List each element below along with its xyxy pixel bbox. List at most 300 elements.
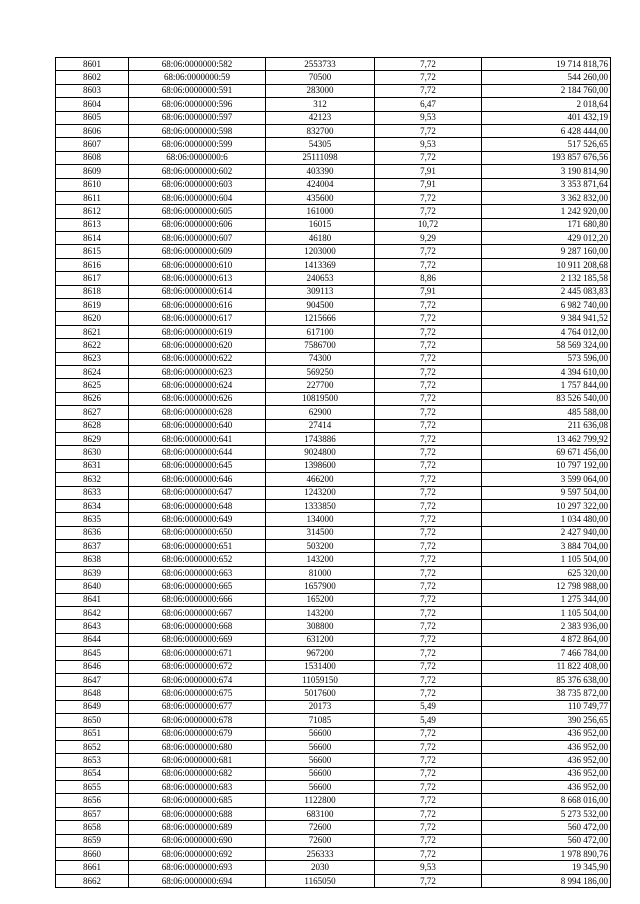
area-cell: 967200: [266, 647, 375, 660]
rate-cell: 7,72: [375, 379, 482, 392]
table-row: [56, 874, 611, 887]
row-number-cell: 8638: [56, 553, 129, 566]
rate-cell: 7,72: [375, 151, 482, 164]
area-cell: 240653: [266, 272, 375, 285]
row-number-cell: 8658: [56, 821, 129, 834]
value-cell: 83 526 540,00: [482, 392, 611, 405]
cadastral-number-cell: 68:06:0000000:640: [129, 419, 266, 432]
area-cell: 81000: [266, 566, 375, 579]
row-number-cell: 8626: [56, 392, 129, 405]
table-row: [56, 392, 611, 405]
cadastral-number-cell: 68:06:0000000:609: [129, 245, 266, 258]
row-number-cell: 8622: [56, 339, 129, 352]
table-row: [56, 807, 611, 820]
row-number-cell: 8645: [56, 647, 129, 660]
cadastral-number-cell: 68:06:0000000:614: [129, 285, 266, 298]
value-cell: 8 668 016,00: [482, 794, 611, 807]
area-cell: 143200: [266, 553, 375, 566]
cadastral-number-cell: 68:06:0000000:602: [129, 165, 266, 178]
cadastral-number-cell: 68:06:0000000:690: [129, 834, 266, 847]
value-cell: 560 472,00: [482, 834, 611, 847]
area-cell: 46180: [266, 232, 375, 245]
cadastral-number-cell: 68:06:0000000:675: [129, 687, 266, 700]
value-cell: 193 857 676,56: [482, 151, 611, 164]
area-cell: 1657900: [266, 580, 375, 593]
row-number-cell: 8655: [56, 781, 129, 794]
rate-cell: 7,72: [375, 299, 482, 312]
value-cell: 7 466 784,00: [482, 647, 611, 660]
area-cell: 683100: [266, 807, 375, 820]
row-number-cell: 8629: [56, 432, 129, 445]
row-number-cell: 8661: [56, 861, 129, 874]
rate-cell: 7,72: [375, 312, 482, 325]
table-row: [56, 767, 611, 780]
rate-cell: 7,72: [375, 486, 482, 499]
rate-cell: 7,72: [375, 593, 482, 606]
table-row: [56, 258, 611, 271]
area-cell: 1165050: [266, 874, 375, 887]
rate-cell: 7,72: [375, 352, 482, 365]
area-cell: 27414: [266, 419, 375, 432]
cadastral-number-cell: 68:06:0000000:617: [129, 312, 266, 325]
table-row: [56, 285, 611, 298]
area-cell: 1743886: [266, 432, 375, 445]
table-row: [56, 98, 611, 111]
value-cell: 3 884 704,00: [482, 540, 611, 553]
row-number-cell: 8620: [56, 312, 129, 325]
table-row: [56, 781, 611, 794]
area-cell: 134000: [266, 513, 375, 526]
rate-cell: 7,72: [375, 781, 482, 794]
row-number-cell: 8628: [56, 419, 129, 432]
rate-cell: 7,72: [375, 740, 482, 753]
table-row: [56, 406, 611, 419]
table-row: [56, 499, 611, 512]
cadastral-number-cell: 68:06:0000000:681: [129, 754, 266, 767]
area-cell: 54305: [266, 138, 375, 151]
cadastral-number-cell: 68:06:0000000:679: [129, 727, 266, 740]
table-row: [56, 165, 611, 178]
row-number-cell: 8652: [56, 740, 129, 753]
rate-cell: 9,29: [375, 232, 482, 245]
rate-cell: 7,72: [375, 566, 482, 579]
cadastral-number-cell: 68:06:0000000:666: [129, 593, 266, 606]
row-number-cell: 8642: [56, 607, 129, 620]
value-cell: 436 952,00: [482, 767, 611, 780]
cadastral-number-cell: 68:06:0000000:650: [129, 526, 266, 539]
rate-cell: 7,72: [375, 513, 482, 526]
area-cell: 25111098: [266, 151, 375, 164]
rate-cell: 7,72: [375, 419, 482, 432]
value-cell: 560 472,00: [482, 821, 611, 834]
area-cell: 435600: [266, 191, 375, 204]
cadastral-number-cell: 68:06:0000000:596: [129, 98, 266, 111]
table-row: [56, 700, 611, 713]
cadastral-number-cell: 68:06:0000000:619: [129, 325, 266, 338]
cadastral-number-cell: 68:06:0000000:663: [129, 566, 266, 579]
value-cell: 6 428 444,00: [482, 124, 611, 137]
cadastral-number-cell: 68:06:0000000:598: [129, 124, 266, 137]
value-cell: 6 982 740,00: [482, 299, 611, 312]
value-cell: 2 132 185,58: [482, 272, 611, 285]
cadastral-number-cell: 68:06:0000000:693: [129, 861, 266, 874]
row-number-cell: 8621: [56, 325, 129, 338]
row-number-cell: 8601: [56, 58, 129, 71]
value-cell: 1 034 480,00: [482, 513, 611, 526]
rate-cell: 7,72: [375, 191, 482, 204]
rate-cell: 6,47: [375, 98, 482, 111]
table-row: [56, 124, 611, 137]
rate-cell: 7,72: [375, 660, 482, 673]
cadastral-number-cell: 68:06:0000000:649: [129, 513, 266, 526]
value-cell: 69 671 456,00: [482, 446, 611, 459]
row-number-cell: 8659: [56, 834, 129, 847]
cadastral-number-cell: 68:06:0000000:689: [129, 821, 266, 834]
cadastral-number-cell: 68:06:0000000:646: [129, 473, 266, 486]
row-number-cell: 8653: [56, 754, 129, 767]
rate-cell: 7,72: [375, 767, 482, 780]
rate-cell: 10,72: [375, 218, 482, 231]
table-row: [56, 111, 611, 124]
value-cell: 10 911 208,68: [482, 258, 611, 271]
table-row: [56, 673, 611, 686]
rate-cell: 7,72: [375, 687, 482, 700]
row-number-cell: 8609: [56, 165, 129, 178]
value-cell: 4 872 864,00: [482, 633, 611, 646]
row-number-cell: 8606: [56, 124, 129, 137]
area-cell: 71085: [266, 714, 375, 727]
cadastral-number-cell: 68:06:0000000:668: [129, 620, 266, 633]
rate-cell: 7,72: [375, 258, 482, 271]
cadastral-number-cell: 68:06:0000000:677: [129, 700, 266, 713]
rate-cell: 7,72: [375, 526, 482, 539]
area-cell: 1531400: [266, 660, 375, 673]
row-number-cell: 8635: [56, 513, 129, 526]
rate-cell: 7,72: [375, 432, 482, 445]
row-number-cell: 8641: [56, 593, 129, 606]
area-cell: 11059150: [266, 673, 375, 686]
rate-cell: 7,72: [375, 205, 482, 218]
table-row: [56, 151, 611, 164]
value-cell: 9 384 941,52: [482, 312, 611, 325]
cadastral-number-cell: 68:06:0000000:582: [129, 58, 266, 71]
value-cell: 11 822 408,00: [482, 660, 611, 673]
cadastral-number-cell: 68:06:0000000:647: [129, 486, 266, 499]
area-cell: 631200: [266, 633, 375, 646]
cadastral-number-cell: 68:06:0000000:648: [129, 499, 266, 512]
table-row: [56, 740, 611, 753]
cadastral-number-cell: 68:06:0000000:603: [129, 178, 266, 191]
rate-cell: 7,72: [375, 392, 482, 405]
table-row: [56, 191, 611, 204]
row-number-cell: 8603: [56, 84, 129, 97]
value-cell: 19 714 818,76: [482, 58, 611, 71]
rate-cell: 7,91: [375, 178, 482, 191]
rate-cell: 7,72: [375, 459, 482, 472]
row-number-cell: 8613: [56, 218, 129, 231]
value-cell: 171 680,80: [482, 218, 611, 231]
area-cell: 56600: [266, 727, 375, 740]
area-cell: 1203000: [266, 245, 375, 258]
rate-cell: 7,72: [375, 406, 482, 419]
value-cell: 1 978 890,76: [482, 848, 611, 861]
row-number-cell: 8662: [56, 874, 129, 887]
rate-cell: 7,72: [375, 821, 482, 834]
table-row: [56, 325, 611, 338]
area-cell: 9024800: [266, 446, 375, 459]
row-number-cell: 8623: [56, 352, 129, 365]
cadastral-number-cell: 68:06:0000000:644: [129, 446, 266, 459]
cadastral-number-cell: 68:06:0000000:616: [129, 299, 266, 312]
value-cell: 436 952,00: [482, 727, 611, 740]
table-row: [56, 714, 611, 727]
row-number-cell: 8654: [56, 767, 129, 780]
value-cell: 9 597 504,00: [482, 486, 611, 499]
row-number-cell: 8644: [56, 633, 129, 646]
area-cell: 256333: [266, 848, 375, 861]
table-row: [56, 138, 611, 151]
area-cell: 1122800: [266, 794, 375, 807]
rate-cell: 9,53: [375, 138, 482, 151]
table-row: [56, 834, 611, 847]
area-cell: 466200: [266, 473, 375, 486]
area-cell: 56600: [266, 740, 375, 753]
cadastral-number-cell: 68:06:0000000:623: [129, 365, 266, 378]
rate-cell: 7,72: [375, 807, 482, 820]
row-number-cell: 8657: [56, 807, 129, 820]
value-cell: 8 994 186,00: [482, 874, 611, 887]
table-row: [56, 58, 611, 71]
cadastral-number-cell: 68:06:0000000:613: [129, 272, 266, 285]
table-row: [56, 620, 611, 633]
value-cell: 401 432,19: [482, 111, 611, 124]
rate-cell: 7,72: [375, 834, 482, 847]
area-cell: 403390: [266, 165, 375, 178]
row-number-cell: 8632: [56, 473, 129, 486]
value-cell: 4 764 012,00: [482, 325, 611, 338]
area-cell: 56600: [266, 781, 375, 794]
value-cell: 429 012,20: [482, 232, 611, 245]
cadastral-number-cell: 68:06:0000000:667: [129, 607, 266, 620]
cadastral-number-cell: 68:06:0000000:672: [129, 660, 266, 673]
table-row: [56, 607, 611, 620]
cadastral-number-cell: 68:06:0000000:606: [129, 218, 266, 231]
cadastral-number-cell: 68:06:0000000:622: [129, 352, 266, 365]
area-cell: 20173: [266, 700, 375, 713]
table-row: [56, 794, 611, 807]
row-number-cell: 8625: [56, 379, 129, 392]
value-cell: 390 256,65: [482, 714, 611, 727]
row-number-cell: 8648: [56, 687, 129, 700]
table-row: [56, 245, 611, 258]
table-row: [56, 821, 611, 834]
value-cell: 3 362 832,00: [482, 191, 611, 204]
area-cell: 283000: [266, 84, 375, 97]
value-cell: 13 462 799,92: [482, 432, 611, 445]
cadastral-number-cell: 68:06:0000000:641: [129, 432, 266, 445]
area-cell: 74300: [266, 352, 375, 365]
table-row: [56, 486, 611, 499]
cadastral-number-cell: 68:06:0000000:620: [129, 339, 266, 352]
cadastral-number-cell: 68:06:0000000:645: [129, 459, 266, 472]
rate-cell: 8,86: [375, 272, 482, 285]
value-cell: 4 394 610,00: [482, 365, 611, 378]
rate-cell: 7,72: [375, 58, 482, 71]
area-cell: 832700: [266, 124, 375, 137]
row-number-cell: 8619: [56, 299, 129, 312]
table-row: [56, 754, 611, 767]
area-cell: 312: [266, 98, 375, 111]
value-cell: 10 797 192,00: [482, 459, 611, 472]
rate-cell: 7,72: [375, 245, 482, 258]
cadastral-number-cell: 68:06:0000000:683: [129, 781, 266, 794]
table-row: [56, 312, 611, 325]
row-number-cell: 8610: [56, 178, 129, 191]
area-cell: 5017600: [266, 687, 375, 700]
area-cell: 72600: [266, 821, 375, 834]
rate-cell: 7,91: [375, 285, 482, 298]
value-cell: 436 952,00: [482, 781, 611, 794]
rate-cell: 7,72: [375, 633, 482, 646]
value-cell: 110 749,77: [482, 700, 611, 713]
area-cell: 1243200: [266, 486, 375, 499]
area-cell: 1333850: [266, 499, 375, 512]
value-cell: 58 569 324,00: [482, 339, 611, 352]
rate-cell: 7,72: [375, 848, 482, 861]
area-cell: 1398600: [266, 459, 375, 472]
area-cell: 7586700: [266, 339, 375, 352]
value-cell: 38 735 872,00: [482, 687, 611, 700]
cadastral-number-cell: 68:06:0000000:605: [129, 205, 266, 218]
row-number-cell: 8605: [56, 111, 129, 124]
value-cell: 12 798 988,00: [482, 580, 611, 593]
table-row: [56, 71, 611, 84]
area-cell: 70500: [266, 71, 375, 84]
rate-cell: 7,72: [375, 499, 482, 512]
table-row: [56, 432, 611, 445]
value-cell: 2 427 940,00: [482, 526, 611, 539]
row-number-cell: 8660: [56, 848, 129, 861]
area-cell: 42123: [266, 111, 375, 124]
row-number-cell: 8646: [56, 660, 129, 673]
row-number-cell: 8604: [56, 98, 129, 111]
row-number-cell: 8633: [56, 486, 129, 499]
area-cell: 72600: [266, 834, 375, 847]
cadastral-number-cell: 68:06:0000000:669: [129, 633, 266, 646]
area-cell: 309113: [266, 285, 375, 298]
table-row: [56, 687, 611, 700]
rate-cell: 5,49: [375, 714, 482, 727]
value-cell: 2 383 936,00: [482, 620, 611, 633]
rate-cell: 7,72: [375, 540, 482, 553]
area-cell: 1413369: [266, 258, 375, 271]
cadastral-number-cell: 68:06:0000000:610: [129, 258, 266, 271]
rate-cell: 7,72: [375, 325, 482, 338]
table-row: [56, 232, 611, 245]
rate-cell: 7,72: [375, 673, 482, 686]
table-row: [56, 339, 611, 352]
area-cell: 2553733: [266, 58, 375, 71]
value-cell: 485 588,00: [482, 406, 611, 419]
rate-cell: 7,72: [375, 874, 482, 887]
table-row: [56, 540, 611, 553]
value-cell: 3 353 871,64: [482, 178, 611, 191]
rate-cell: 7,72: [375, 473, 482, 486]
table-row: [56, 861, 611, 874]
rate-cell: 7,72: [375, 794, 482, 807]
row-number-cell: 8650: [56, 714, 129, 727]
row-number-cell: 8615: [56, 245, 129, 258]
value-cell: 5 273 532,00: [482, 807, 611, 820]
value-cell: 1 757 844,00: [482, 379, 611, 392]
rate-cell: 5,49: [375, 700, 482, 713]
value-cell: 211 636,08: [482, 419, 611, 432]
table-row: [56, 178, 611, 191]
rate-cell: 7,72: [375, 754, 482, 767]
row-number-cell: 8631: [56, 459, 129, 472]
table-row: [56, 446, 611, 459]
area-cell: 2030: [266, 861, 375, 874]
rate-cell: 7,72: [375, 124, 482, 137]
cadastral-number-cell: 68:06:0000000:671: [129, 647, 266, 660]
value-cell: 1 242 920,00: [482, 205, 611, 218]
row-number-cell: 8616: [56, 258, 129, 271]
value-cell: 2 445 083,83: [482, 285, 611, 298]
row-number-cell: 8643: [56, 620, 129, 633]
area-cell: 569250: [266, 365, 375, 378]
area-cell: 16015: [266, 218, 375, 231]
rate-cell: 7,91: [375, 165, 482, 178]
row-number-cell: 8614: [56, 232, 129, 245]
area-cell: 1215666: [266, 312, 375, 325]
cadastral-number-cell: 68:06:0000000:604: [129, 191, 266, 204]
rate-cell: 7,72: [375, 727, 482, 740]
rate-cell: 7,72: [375, 580, 482, 593]
cadastral-number-cell: 68:06:0000000:599: [129, 138, 266, 151]
cadastral-number-cell: 68:06:0000000:626: [129, 392, 266, 405]
value-cell: 544 260,00: [482, 71, 611, 84]
cadastral-value-table: [55, 57, 611, 888]
row-number-cell: 8636: [56, 526, 129, 539]
area-cell: 503200: [266, 540, 375, 553]
table-row: [56, 379, 611, 392]
row-number-cell: 8602: [56, 71, 129, 84]
row-number-cell: 8612: [56, 205, 129, 218]
rate-cell: 7,72: [375, 71, 482, 84]
value-cell: 517 526,65: [482, 138, 611, 151]
cadastral-number-cell: 68:06:0000000:607: [129, 232, 266, 245]
value-cell: 10 297 322,00: [482, 499, 611, 512]
value-cell: 9 287 160,00: [482, 245, 611, 258]
cadastral-number-cell: 68:06:0000000:665: [129, 580, 266, 593]
value-cell: 1 105 504,00: [482, 553, 611, 566]
table-row: [56, 299, 611, 312]
area-cell: 314500: [266, 526, 375, 539]
value-cell: 573 596,00: [482, 352, 611, 365]
cadastral-number-cell: 68:06:0000000:591: [129, 84, 266, 97]
row-number-cell: 8618: [56, 285, 129, 298]
table-row: [56, 593, 611, 606]
cadastral-number-cell: 68:06:0000000:680: [129, 740, 266, 753]
row-number-cell: 8630: [56, 446, 129, 459]
value-cell: 2 018,64: [482, 98, 611, 111]
table-row: [56, 526, 611, 539]
cadastral-number-cell: 68:06:0000000:624: [129, 379, 266, 392]
table-row: [56, 566, 611, 579]
table-row: [56, 633, 611, 646]
row-number-cell: 8649: [56, 700, 129, 713]
table-row: [56, 513, 611, 526]
